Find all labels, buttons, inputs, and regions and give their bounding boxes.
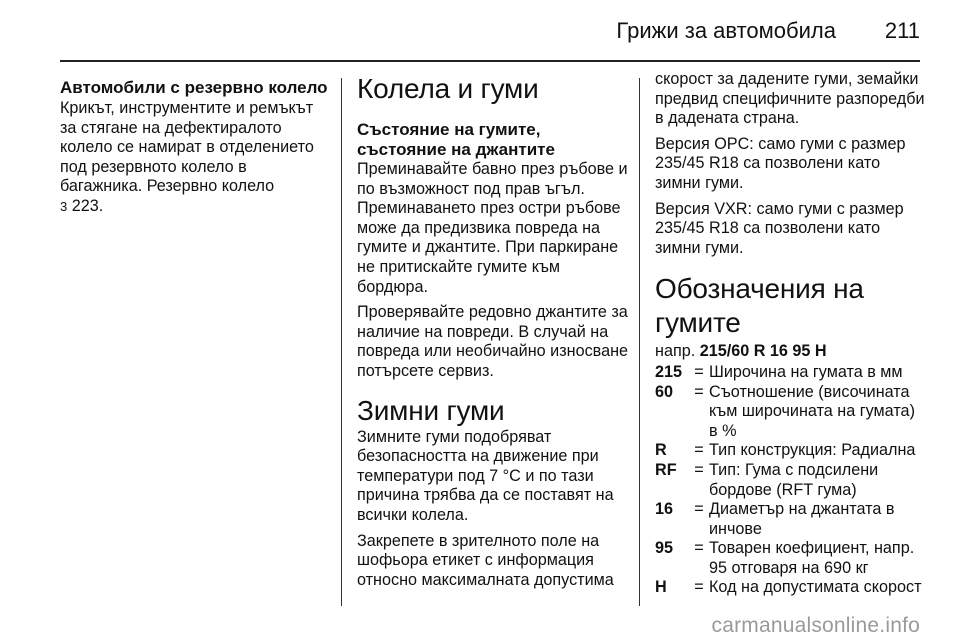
spec-description: Съотношение (височината към широчината на гумата) в % (709, 382, 915, 440)
spec-description: Тип: Гума с подсилени бордове (RFT гума) (709, 460, 879, 499)
spec-equals: = (694, 460, 704, 479)
spec-equals: = (694, 382, 704, 401)
tyre-code-example (655, 342, 925, 362)
spec-code: H (655, 578, 667, 597)
spec-equals: = (694, 578, 704, 597)
winter-tyres-paragraph-2: Закрепете в зрителното поле на шофьора етикет с информация относно максималната допустима (357, 531, 614, 589)
spec-code: 95 (655, 539, 674, 558)
winter-tyres-heading: Зимни гуми (357, 394, 505, 426)
tyre-code-table (655, 363, 925, 598)
page-ref-arrow-icon: 3 (60, 198, 68, 214)
watermark: carmanualsonline.info (711, 614, 920, 637)
example-code: 215/60 R 16 95 H (699, 342, 827, 361)
spec-description: Тип конструкция: Радиална (709, 441, 916, 460)
spare-wheel-heading: Автомобили с резервно колело (60, 78, 328, 97)
spare-wheel-text (60, 99, 332, 217)
spec-code: 16 (655, 500, 674, 519)
table-row (655, 441, 925, 461)
spec-equals: = (694, 362, 704, 381)
column-divider-2 (639, 78, 640, 606)
example-prefix: напр. (655, 342, 700, 361)
page-ref-link[interactable]: 223. (67, 196, 104, 215)
spec-description: Широчина на гумата в мм (709, 362, 903, 381)
table-row (655, 578, 925, 598)
tyre-condition-heading: Състояние на гумите, състояние на джантите (357, 120, 555, 159)
table-row (655, 383, 925, 442)
spec-description: Диаметър на джантата в инчове (709, 500, 895, 538)
spec-code: 215 (655, 362, 683, 381)
page-number: 211 (884, 18, 920, 43)
chapter-title: Грижи за автомобила (616, 18, 836, 43)
tyre-condition-paragraph-2: Проверявайте редовно джантите за наличие на повреди. В случай на повреда или необичайно износване потърсете сервиз. (357, 303, 629, 380)
spec-equals: = (694, 441, 704, 460)
spec-equals: = (694, 500, 704, 519)
spare-wheel-body: Крикът, инструментите и ремъкът за стягане на дефектиралото колело се намират в отделението под резервното колело в багажника. Резервно колело (60, 99, 314, 196)
column-divider-1 (341, 78, 342, 606)
header-divider (60, 60, 920, 62)
tyre-condition-paragraph-1: Преминавайте бавно през ръбове и по възможност под прав ъгъл. Преминаването през остри ръбове може да предизвика повреда на гумите и джантите. При паркиране не притискайте гумите към бордюра. (357, 160, 628, 296)
winter-tyres-paragraph-1: Зимните гуми подобряват безопасността на движение при температури под 7 °C и по тази причина трябва да се поставят на всички колела. (357, 427, 614, 524)
page-header (60, 16, 920, 62)
column-3 (655, 72, 925, 598)
vxr-version-note: Версия VXR: само гуми с размер 235/45 R18 са позволени като зимни гуми. (655, 199, 904, 257)
column-2 (357, 72, 631, 590)
spec-equals: = (694, 539, 704, 558)
spec-description: Код на допустимата скорост (709, 578, 922, 597)
column-1 (60, 72, 332, 217)
tyre-designations-title: Обозначения на гумите (655, 273, 864, 339)
opc-version-note: Версия OPC: само гуми с размер 235/45 R18 са позволени като зимни гуми. (655, 134, 906, 192)
spec-code: 60 (655, 382, 674, 401)
spec-code: RF (655, 460, 677, 479)
table-row (655, 363, 925, 383)
spec-code: R (655, 441, 667, 460)
table-row (655, 461, 925, 500)
spec-description: Товарен коефициент, напр. 95 отговаря на 690 кг (709, 539, 915, 577)
speed-label-continuation: скорост за дадените гуми, земайки предвид специфичните разпоредби в дадената страна. (655, 70, 925, 128)
wheels-tyres-title: Колела и гуми (357, 73, 539, 104)
table-row (655, 500, 925, 539)
table-row (655, 539, 925, 578)
